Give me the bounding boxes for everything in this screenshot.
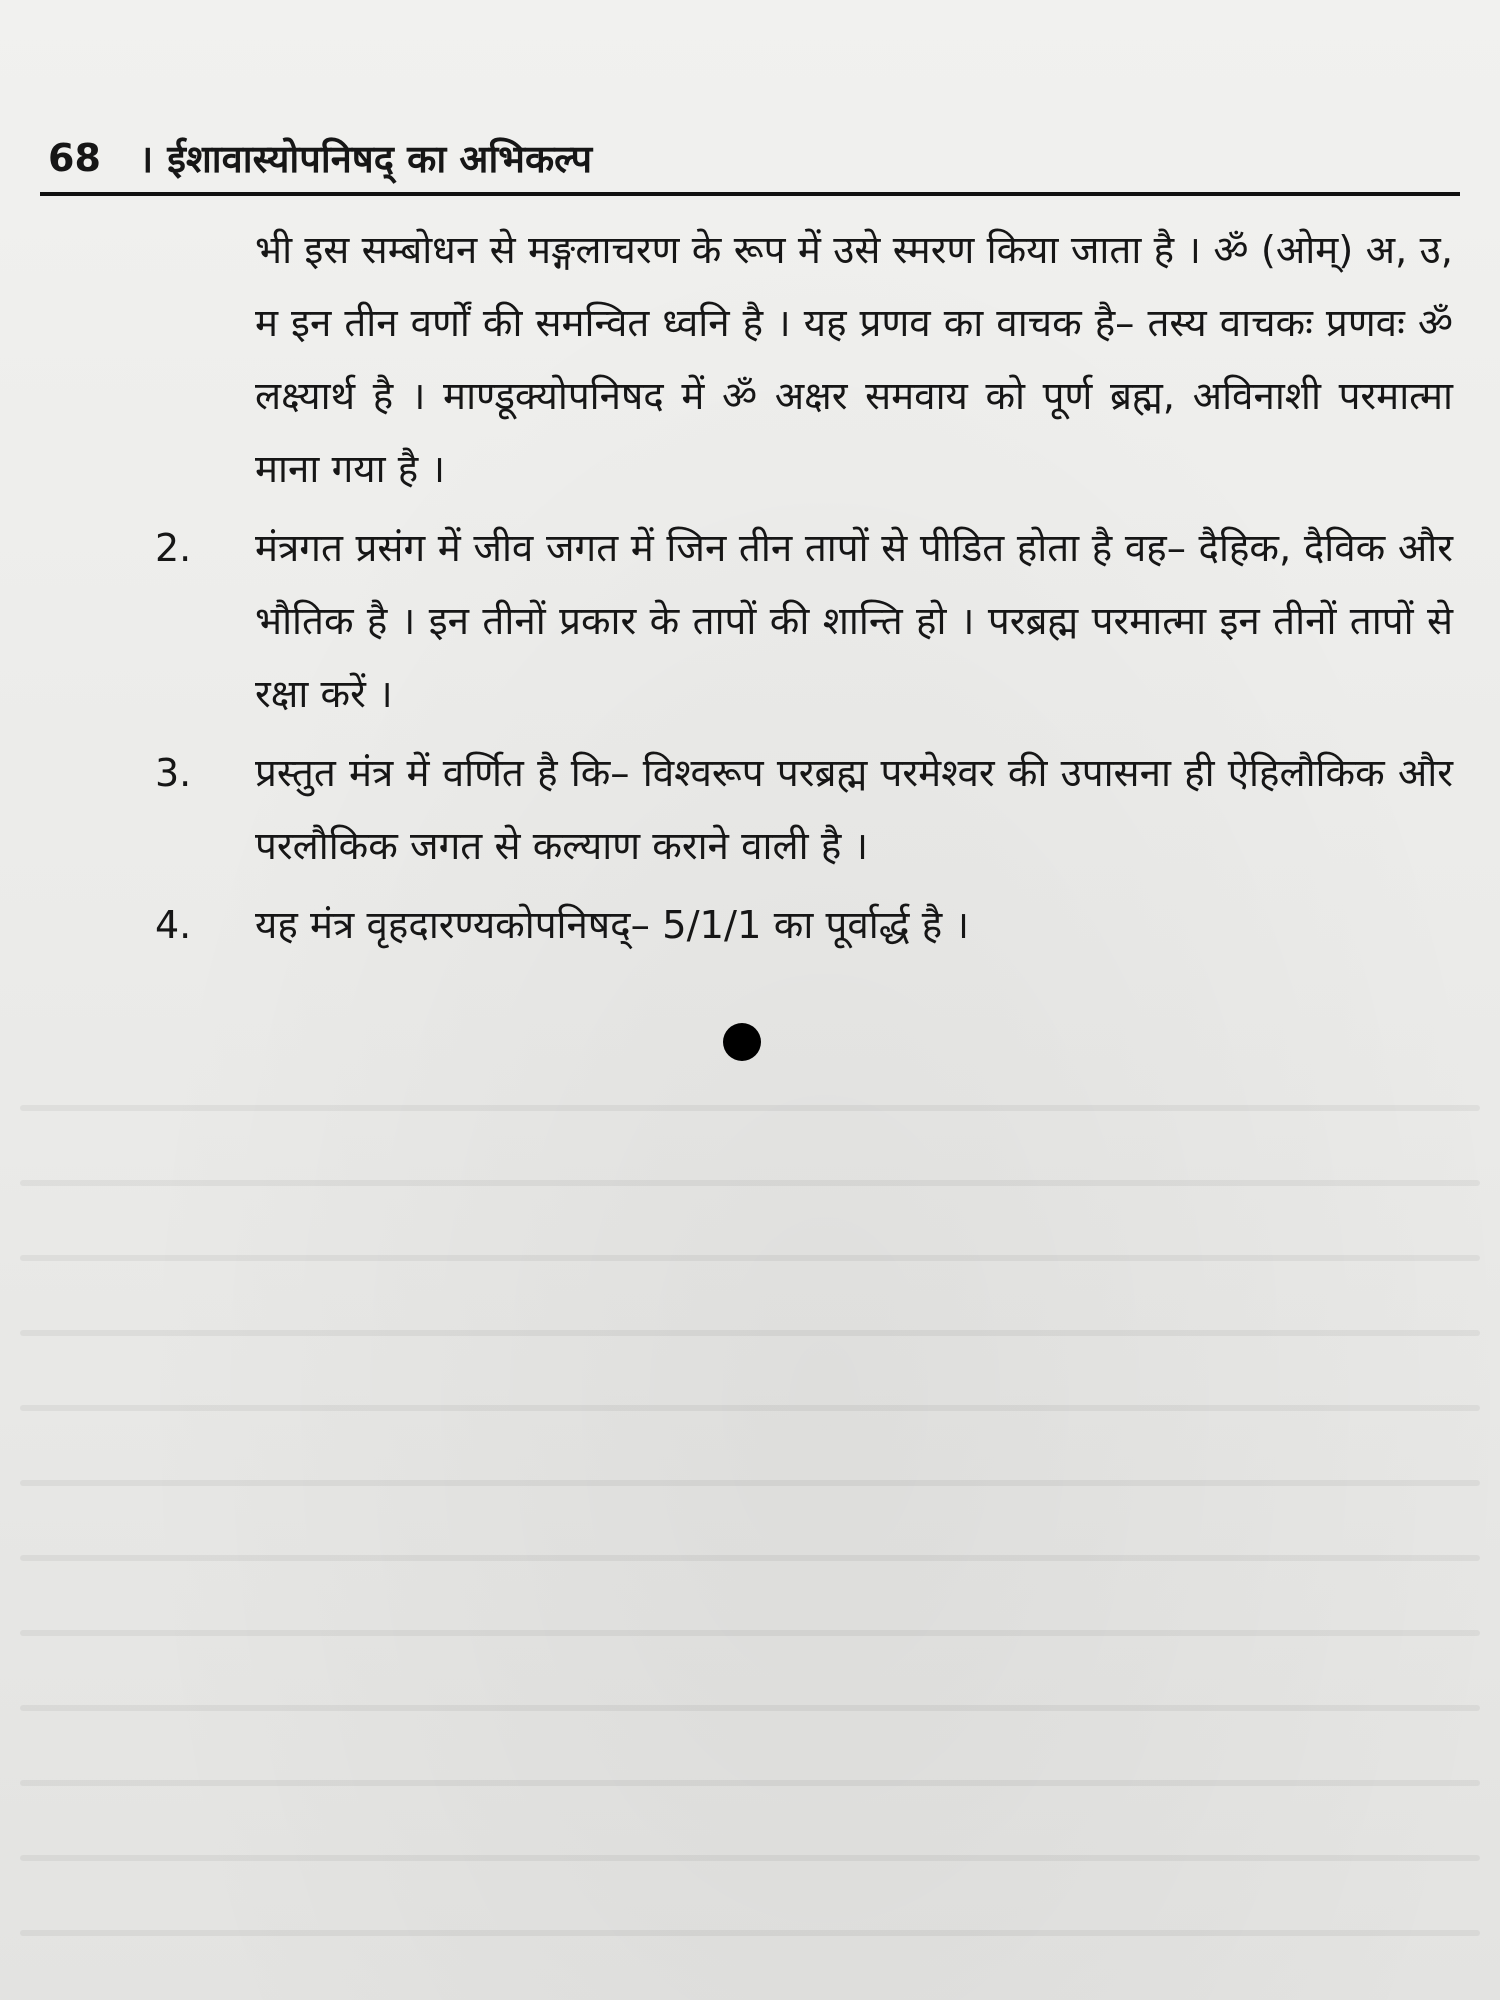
page-number: 68 xyxy=(48,136,101,180)
bleed-through-line xyxy=(20,1330,1480,1336)
bleed-through-line xyxy=(20,1630,1480,1636)
item-number-text: 4. xyxy=(155,903,192,947)
bleed-through-line xyxy=(20,1930,1480,1936)
list-item-number xyxy=(0,512,255,731)
book-title: ईशावास्योपनिषद् का अभिकल्प xyxy=(167,137,593,181)
bleed-through-line xyxy=(20,1255,1480,1261)
page-body xyxy=(0,214,1500,962)
list-item-number xyxy=(0,889,255,962)
list-item-text: मंत्रगत प्रसंग में जीव जगत में जिन तीन तापों से पीडित होता है वह– दैहिक, दैविक और भौतिक है । इन तीनों प्रकार के तापों की शान्ति हो । परब्रह्म परमात्मा इन तीनों तापों से रक्षा करें । xyxy=(255,526,1453,717)
bleed-through-line xyxy=(20,1405,1480,1411)
intro-paragraph: भी इस सम्बोधन से मङ्गलाचरण के रूप में उसे स्मरण किया जाता है । ॐ (ओम्) अ, उ, म इन तीन वर्णों की समन्वित ध्वनि है । यह प्रणव का वाचक है– तस्य वाचकः प्रणवः ॐ लक्ष्यार्थ है । माण्डूक्योपनिषद में ॐ अक्षर समवाय को पूर्ण ब्रह्म, अविनाशी परमात्मा माना गया है । xyxy=(255,228,1453,492)
bleed-through-line xyxy=(20,1105,1480,1111)
running-header xyxy=(40,128,1460,188)
bleed-through-line xyxy=(20,1855,1480,1861)
header-separator: । xyxy=(138,137,154,181)
list-item-number xyxy=(0,737,255,883)
header-rule xyxy=(40,192,1460,196)
list-item-text: प्रस्तुत मंत्र में वर्णित है कि– विश्वरूप परब्रह्म परमेश्वर की उपासना ही ऐहिलौकिक और परलौकिक जगत से कल्याण कराने वाली है । xyxy=(255,751,1453,869)
bleed-through-line xyxy=(20,1555,1480,1561)
list-item-text: यह मंत्र वृहदारण्यकोपनिषद्– 5/1/1 का पूर्वार्द्ध है । xyxy=(255,903,970,948)
bleed-through-line xyxy=(20,1480,1480,1486)
section-end-dot xyxy=(723,1023,761,1061)
list-item xyxy=(0,737,1500,883)
bleed-through-line xyxy=(20,1780,1480,1786)
item-number-text: 2. xyxy=(155,526,192,570)
bleed-through-line xyxy=(20,1705,1480,1711)
item-number-text: 3. xyxy=(155,751,192,795)
list-item xyxy=(0,512,1500,731)
bleed-through-line xyxy=(20,1180,1480,1186)
list-item xyxy=(0,889,1500,962)
